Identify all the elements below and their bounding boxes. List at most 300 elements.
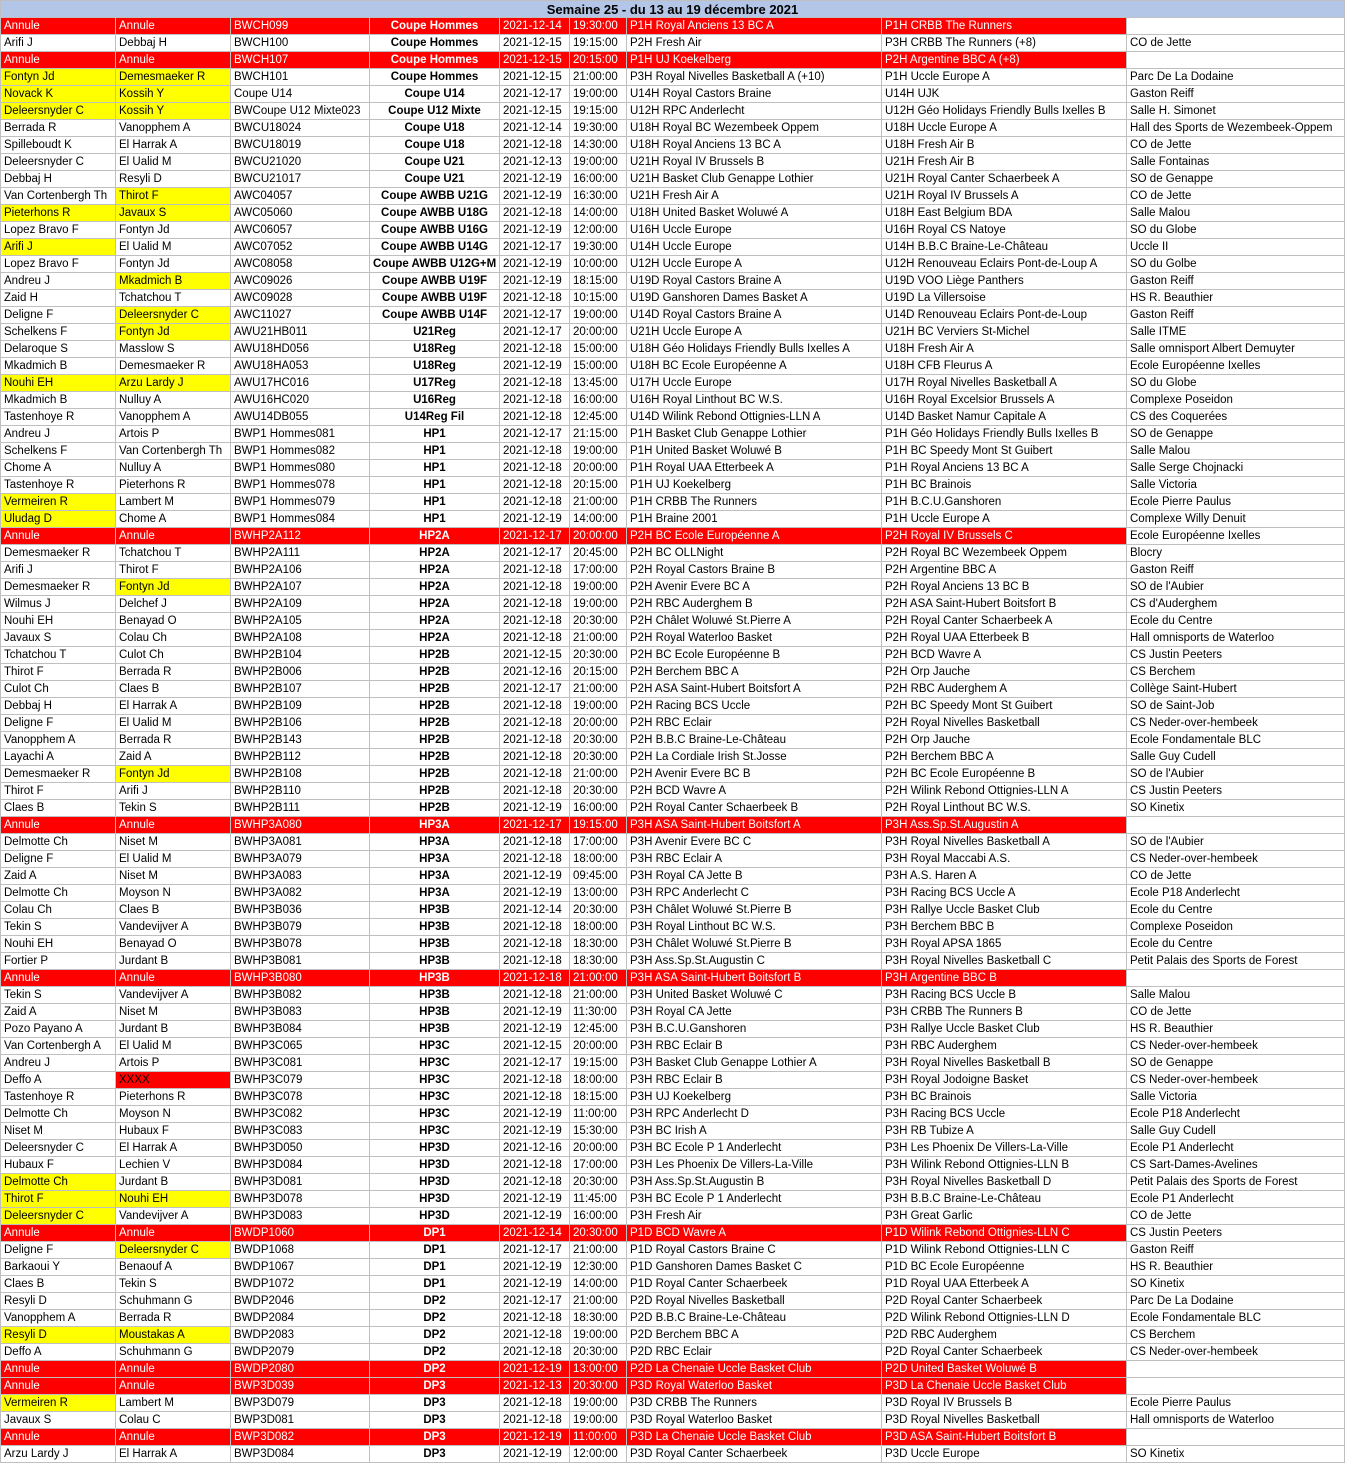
match-date-cell: 2021-12-17 (500, 528, 570, 545)
match-date-cell: 2021-12-18 (500, 766, 570, 783)
referee-2-cell: Hubaux F (116, 1123, 231, 1140)
competition-cell: Coupe Hommes (370, 69, 500, 86)
match-code-cell: BWHP3C083 (231, 1123, 370, 1140)
match-time-cell: 12:30:00 (570, 1259, 627, 1276)
competition-cell: HP3C (370, 1089, 500, 1106)
competition-cell: HP3B (370, 953, 500, 970)
match-code-cell: BWP3D084 (231, 1446, 370, 1463)
referee-1-cell: Thirot F (1, 783, 116, 800)
home-team-cell: P1D Royal Canter Schaerbeek (627, 1276, 882, 1293)
referee-1-cell: Niset M (1, 1123, 116, 1140)
match-date-cell: 2021-12-17 (500, 426, 570, 443)
competition-cell: Coupe U18 (370, 137, 500, 154)
home-team-cell: P3D Royal Waterloo Basket (627, 1412, 882, 1429)
referee-2-cell: XXXX (116, 1072, 231, 1089)
match-code-cell: BWHP2B112 (231, 749, 370, 766)
match-code-cell: AWC06057 (231, 222, 370, 239)
competition-cell: Coupe U14 (370, 86, 500, 103)
match-time-cell: 21:00:00 (570, 681, 627, 698)
referee-1-cell: Deligne F (1, 307, 116, 324)
venue-cell: SO Kinetix (1127, 1446, 1345, 1463)
home-team-cell: P1H CRBB The Runners (627, 494, 882, 511)
table-row (1, 1259, 1345, 1276)
match-date-cell: 2021-12-18 (500, 936, 570, 953)
competition-cell: DP3 (370, 1429, 500, 1446)
referee-2-cell: Culot Ch (116, 647, 231, 664)
venue-cell: CO de Jette (1127, 35, 1345, 52)
venue-cell: Salle Malou (1127, 987, 1345, 1004)
match-time-cell: 19:15:00 (570, 1055, 627, 1072)
venue-cell: CS des Coquerées (1127, 409, 1345, 426)
match-date-cell: 2021-12-18 (500, 409, 570, 426)
table-row (1, 1310, 1345, 1327)
competition-cell: HP1 (370, 460, 500, 477)
match-code-cell: BWHP2B109 (231, 698, 370, 715)
away-team-cell: P3D Royal IV Brussels B (882, 1395, 1127, 1412)
home-team-cell: P3D Royal Canter Schaerbeek (627, 1446, 882, 1463)
referee-1-cell: Andreu J (1, 1055, 116, 1072)
away-team-cell: P3D Uccle Europe (882, 1446, 1127, 1463)
away-team-cell: U14H UJK (882, 86, 1127, 103)
referee-1-cell: Vanopphem A (1, 732, 116, 749)
match-code-cell: BWHP3B084 (231, 1021, 370, 1038)
match-date-cell: 2021-12-18 (500, 341, 570, 358)
competition-cell: Coupe Hommes (370, 18, 500, 35)
away-team-cell: P2D Wilink Rebond Ottignies-LLN D (882, 1310, 1127, 1327)
table-row (1, 1225, 1345, 1242)
referee-1-cell: Uludag D (1, 511, 116, 528)
match-code-cell: BWCH099 (231, 18, 370, 35)
competition-cell: HP2B (370, 800, 500, 817)
table-row (1, 1157, 1345, 1174)
home-team-cell: U14H Uccle Europe (627, 239, 882, 256)
venue-cell: SO de Saint-Job (1127, 698, 1345, 715)
competition-cell: HP1 (370, 477, 500, 494)
match-date-cell: 2021-12-17 (500, 239, 570, 256)
home-team-cell: P3H Fresh Air (627, 1208, 882, 1225)
match-date-cell: 2021-12-19 (500, 1446, 570, 1463)
away-team-cell: P3H A.S. Haren A (882, 868, 1127, 885)
match-date-cell: 2021-12-19 (500, 1123, 570, 1140)
table-row (1, 664, 1345, 681)
match-date-cell: 2021-12-19 (500, 358, 570, 375)
away-team-cell: P2H Royal Linthout BC W.S. (882, 800, 1127, 817)
table-row (1, 698, 1345, 715)
table-row (1, 1174, 1345, 1191)
match-code-cell: BWHP3A079 (231, 851, 370, 868)
match-code-cell: BWP1 Hommes084 (231, 511, 370, 528)
home-team-cell: P3H RPC Anderlecht C (627, 885, 882, 902)
table-row (1, 800, 1345, 817)
referee-1-cell: Deffo A (1, 1344, 116, 1361)
referee-2-cell: Jurdant B (116, 953, 231, 970)
home-team-cell: P2H Racing BCS Uccle (627, 698, 882, 715)
table-row (1, 936, 1345, 953)
table-row (1, 919, 1345, 936)
match-time-cell: 11:45:00 (570, 1191, 627, 1208)
venue-cell: CS Neder-over-hembeek (1127, 1038, 1345, 1055)
match-time-cell: 20:30:00 (570, 902, 627, 919)
referee-1-cell: Spilleboudt K (1, 137, 116, 154)
home-team-cell: U17H Uccle Europe (627, 375, 882, 392)
match-date-cell: 2021-12-18 (500, 1174, 570, 1191)
referee-1-cell: Berrada R (1, 120, 116, 137)
referee-2-cell: Thirot F (116, 188, 231, 205)
competition-cell: HP3A (370, 817, 500, 834)
match-time-cell: 16:30:00 (570, 188, 627, 205)
venue-cell: Collège Saint-Hubert (1127, 681, 1345, 698)
competition-cell: HP3C (370, 1072, 500, 1089)
match-code-cell: AWC08058 (231, 256, 370, 273)
match-code-cell: BWDP1067 (231, 1259, 370, 1276)
match-code-cell: AWU18HA053 (231, 358, 370, 375)
competition-cell: DP1 (370, 1259, 500, 1276)
table-row (1, 1021, 1345, 1038)
referee-1-cell: Andreu J (1, 273, 116, 290)
match-code-cell: BWHP2B006 (231, 664, 370, 681)
referee-2-cell: Vandevijver A (116, 987, 231, 1004)
venue-cell: Salle omnisport Albert Demuyter (1127, 341, 1345, 358)
venue-cell: Parc De La Dodaine (1127, 69, 1345, 86)
referee-2-cell: Arzu Lardy J (116, 375, 231, 392)
venue-cell: CS Justin Peeters (1127, 1225, 1345, 1242)
table-row (1, 528, 1345, 545)
home-team-cell: P2H Avenir Evere BC A (627, 579, 882, 596)
match-time-cell: 19:00:00 (570, 443, 627, 460)
match-code-cell: BWHP3D078 (231, 1191, 370, 1208)
referee-1-cell: Fortier P (1, 953, 116, 970)
match-code-cell: BWDP2084 (231, 1310, 370, 1327)
referee-2-cell: Fontyn Jd (116, 324, 231, 341)
match-code-cell: BWHP2A111 (231, 545, 370, 562)
away-team-cell: P2H RBC Auderghem A (882, 681, 1127, 698)
away-team-cell: U19D VOO Liège Panthers (882, 273, 1127, 290)
match-date-cell: 2021-12-18 (500, 630, 570, 647)
referee-1-cell: Mkadmich B (1, 392, 116, 409)
match-code-cell: BWHP2B108 (231, 766, 370, 783)
referee-1-cell: Fontyn Jd (1, 69, 116, 86)
competition-cell: DP2 (370, 1310, 500, 1327)
away-team-cell: P1H B.C.U.Ganshoren (882, 494, 1127, 511)
match-date-cell: 2021-12-18 (500, 919, 570, 936)
venue-cell: SO de l'Aubier (1127, 834, 1345, 851)
away-team-cell: P2H Berchem BBC A (882, 749, 1127, 766)
venue-cell: Petit Palais des Sports de Forest (1127, 953, 1345, 970)
home-team-cell: U19D Royal Castors Braine A (627, 273, 882, 290)
away-team-cell: P2H Royal Canter Schaerbeek A (882, 613, 1127, 630)
venue-cell: CS Neder-over-hembeek (1127, 1072, 1345, 1089)
venue-cell: Hall des Sports de Wezembeek-Oppem (1127, 120, 1345, 137)
venue-cell: Ecole P1 Anderlecht (1127, 1140, 1345, 1157)
venue-cell: Ecole Pierre Paulus (1127, 494, 1345, 511)
referee-2-cell: Arifi J (116, 783, 231, 800)
away-team-cell: U17H Royal Nivelles Basketball A (882, 375, 1127, 392)
competition-cell: Coupe Hommes (370, 35, 500, 52)
match-date-cell: 2021-12-19 (500, 273, 570, 290)
home-team-cell: P3H Royal CA Jette (627, 1004, 882, 1021)
referee-2-cell: Schuhmann G (116, 1344, 231, 1361)
table-row (1, 562, 1345, 579)
match-time-cell: 18:00:00 (570, 1072, 627, 1089)
table-row (1, 817, 1345, 834)
match-code-cell: BWHP2B106 (231, 715, 370, 732)
match-time-cell: 16:00:00 (570, 1208, 627, 1225)
referee-1-cell: Annule (1, 52, 116, 69)
match-code-cell: BWP3D081 (231, 1412, 370, 1429)
home-team-cell: P3H ASA Saint-Hubert Boitsfort A (627, 817, 882, 834)
table-row (1, 902, 1345, 919)
venue-cell: Ecole du Centre (1127, 613, 1345, 630)
match-time-cell: 21:00:00 (570, 630, 627, 647)
match-date-cell: 2021-12-18 (500, 1157, 570, 1174)
home-team-cell: P2H Châlet Woluwé St.Pierre A (627, 613, 882, 630)
referee-1-cell: Arifi J (1, 35, 116, 52)
away-team-cell: U21H Fresh Air B (882, 154, 1127, 171)
competition-cell: HP3A (370, 885, 500, 902)
competition-cell: HP2A (370, 630, 500, 647)
match-time-cell: 19:30:00 (570, 120, 627, 137)
competition-cell: U18Reg (370, 341, 500, 358)
referee-1-cell: Javaux S (1, 1412, 116, 1429)
match-code-cell: BWHP3B083 (231, 1004, 370, 1021)
venue-cell: CO de Jette (1127, 137, 1345, 154)
match-date-cell: 2021-12-15 (500, 1038, 570, 1055)
table-row (1, 1072, 1345, 1089)
referee-2-cell: Masslow S (116, 341, 231, 358)
venue-cell: HS R. Beauthier (1127, 1021, 1345, 1038)
referee-1-cell: Javaux S (1, 630, 116, 647)
table-row (1, 171, 1345, 188)
match-code-cell: BWHP2B111 (231, 800, 370, 817)
away-team-cell: P1H Royal Anciens 13 BC A (882, 460, 1127, 477)
referee-2-cell: Nouhi EH (116, 1191, 231, 1208)
referee-2-cell: El Harrak A (116, 1140, 231, 1157)
match-date-cell: 2021-12-18 (500, 783, 570, 800)
referee-1-cell: Culot Ch (1, 681, 116, 698)
competition-cell: HP3B (370, 1004, 500, 1021)
competition-cell: HP2B (370, 647, 500, 664)
away-team-cell: P3D ASA Saint-Hubert Boitsfort B (882, 1429, 1127, 1446)
home-team-cell: P1H Basket Club Genappe Lothier (627, 426, 882, 443)
referee-1-cell: Vanopphem A (1, 1310, 116, 1327)
match-time-cell: 20:00:00 (570, 715, 627, 732)
referee-2-cell: Claes B (116, 902, 231, 919)
table-row (1, 545, 1345, 562)
competition-cell: HP2A (370, 562, 500, 579)
away-team-cell: P3D Royal Nivelles Basketball (882, 1412, 1127, 1429)
referee-2-cell: Annule (116, 817, 231, 834)
referee-2-cell: Resyli D (116, 171, 231, 188)
venue-cell: Ecole Fondamentale BLC (1127, 732, 1345, 749)
competition-cell: Coupe U21 (370, 154, 500, 171)
home-team-cell: P3H Ass.Sp.St.Augustin B (627, 1174, 882, 1191)
match-date-cell: 2021-12-18 (500, 1327, 570, 1344)
match-date-cell: 2021-12-18 (500, 834, 570, 851)
referee-1-cell: Annule (1, 1429, 116, 1446)
table-row (1, 987, 1345, 1004)
match-time-cell: 21:00:00 (570, 1293, 627, 1310)
referee-1-cell: Debbaj H (1, 171, 116, 188)
table-row (1, 256, 1345, 273)
referee-1-cell: Zaid H (1, 290, 116, 307)
referee-1-cell: Tekin S (1, 919, 116, 936)
table-row (1, 715, 1345, 732)
match-code-cell: BWHP2B143 (231, 732, 370, 749)
table-row (1, 1446, 1345, 1463)
match-date-cell: 2021-12-19 (500, 222, 570, 239)
match-time-cell: 16:00:00 (570, 800, 627, 817)
match-time-cell: 11:00:00 (570, 1429, 627, 1446)
away-team-cell: U16H Royal Excelsior Brussels A (882, 392, 1127, 409)
venue-cell: Salle Guy Cudell (1127, 1123, 1345, 1140)
away-team-cell: P1H BC Brainois (882, 477, 1127, 494)
referee-2-cell: Debbaj H (116, 35, 231, 52)
match-code-cell: BWHP3D083 (231, 1208, 370, 1225)
table-row (1, 1089, 1345, 1106)
home-team-cell: P2H Royal Castors Braine B (627, 562, 882, 579)
match-time-cell: 12:00:00 (570, 222, 627, 239)
venue-cell: HS R. Beauthier (1127, 1259, 1345, 1276)
home-team-cell: P1D Royal Castors Braine C (627, 1242, 882, 1259)
match-date-cell: 2021-12-17 (500, 545, 570, 562)
match-code-cell: BWHP3A083 (231, 868, 370, 885)
match-date-cell: 2021-12-19 (500, 256, 570, 273)
away-team-cell: P1H Géo Holidays Friendly Bulls Ixelles B (882, 426, 1127, 443)
referee-2-cell: Deleersnyder C (116, 307, 231, 324)
match-time-cell: 13:00:00 (570, 885, 627, 902)
referee-1-cell: Schelkens F (1, 443, 116, 460)
competition-cell: HP3D (370, 1157, 500, 1174)
venue-cell: SO de Genappe (1127, 1055, 1345, 1072)
referee-2-cell: Tchatchou T (116, 290, 231, 307)
competition-cell: Coupe U21 (370, 171, 500, 188)
referee-1-cell: Thirot F (1, 1191, 116, 1208)
venue-cell: Gaston Reiff (1127, 1242, 1345, 1259)
referee-2-cell: Lechien V (116, 1157, 231, 1174)
competition-cell: U16Reg (370, 392, 500, 409)
match-code-cell: BWHP3C079 (231, 1072, 370, 1089)
table-row (1, 885, 1345, 902)
match-date-cell: 2021-12-19 (500, 1004, 570, 1021)
venue-cell: Ecole du Centre (1127, 936, 1345, 953)
referee-2-cell: Vandevijver A (116, 919, 231, 936)
home-team-cell: U14D Wilink Rebond Ottignies-LLN A (627, 409, 882, 426)
referee-2-cell: Annule (116, 1378, 231, 1395)
match-time-cell: 21:00:00 (570, 1242, 627, 1259)
away-team-cell: P1H Uccle Europe A (882, 511, 1127, 528)
table-row (1, 1055, 1345, 1072)
referee-2-cell: El Harrak A (116, 698, 231, 715)
venue-cell: CS Justin Peeters (1127, 647, 1345, 664)
referee-2-cell: Colau Ch (116, 630, 231, 647)
match-date-cell: 2021-12-14 (500, 18, 570, 35)
referee-2-cell: Claes B (116, 681, 231, 698)
competition-cell: Coupe AWBB U18G (370, 205, 500, 222)
match-date-cell: 2021-12-17 (500, 307, 570, 324)
match-time-cell: 11:30:00 (570, 1004, 627, 1021)
venue-cell: Salle Serge Chojnacki (1127, 460, 1345, 477)
venue-cell: Complexe Willy Denuit (1127, 511, 1345, 528)
match-time-cell: 15:00:00 (570, 341, 627, 358)
home-team-cell: P3H RBC Eclair A (627, 851, 882, 868)
referee-2-cell: El Ualid M (116, 239, 231, 256)
referee-1-cell: Nouhi EH (1, 613, 116, 630)
table-row (1, 749, 1345, 766)
competition-cell: HP3B (370, 919, 500, 936)
venue-cell: Gaston Reiff (1127, 86, 1345, 103)
referee-2-cell: Colau C (116, 1412, 231, 1429)
venue-cell: Uccle II (1127, 239, 1345, 256)
match-date-cell: 2021-12-14 (500, 1225, 570, 1242)
away-team-cell: P3H Royal Maccabi A.S. (882, 851, 1127, 868)
match-time-cell: 19:30:00 (570, 18, 627, 35)
match-time-cell: 19:15:00 (570, 35, 627, 52)
referee-1-cell: Annule (1, 1378, 116, 1395)
competition-cell: U17Reg (370, 375, 500, 392)
away-team-cell: U12H Renouveau Eclairs Pont-de-Loup A (882, 256, 1127, 273)
match-date-cell: 2021-12-18 (500, 1089, 570, 1106)
referee-2-cell: Thirot F (116, 562, 231, 579)
match-time-cell: 20:30:00 (570, 647, 627, 664)
match-date-cell: 2021-12-17 (500, 681, 570, 698)
away-team-cell: P2H Argentine BBC A (+8) (882, 52, 1127, 69)
match-date-cell: 2021-12-15 (500, 69, 570, 86)
competition-cell: HP3B (370, 987, 500, 1004)
referee-1-cell: Debbaj H (1, 698, 116, 715)
away-team-cell: P3H Royal Nivelles Basketball A (882, 834, 1127, 851)
match-date-cell: 2021-12-19 (500, 188, 570, 205)
referee-1-cell: Delmotte Ch (1, 1106, 116, 1123)
referee-1-cell: Deffo A (1, 1072, 116, 1089)
match-time-cell: 20:00:00 (570, 1140, 627, 1157)
competition-cell: Coupe Hommes (370, 52, 500, 69)
table-row (1, 494, 1345, 511)
home-team-cell: U18H Royal Anciens 13 BC A (627, 137, 882, 154)
referee-1-cell: Claes B (1, 800, 116, 817)
match-date-cell: 2021-12-19 (500, 1191, 570, 1208)
away-team-cell: U21H BC Verviers St-Michel (882, 324, 1127, 341)
referee-2-cell: Artois P (116, 1055, 231, 1072)
match-code-cell: BWHP3A082 (231, 885, 370, 902)
referee-1-cell: Tekin S (1, 987, 116, 1004)
referee-1-cell: Demesmaeker R (1, 579, 116, 596)
table-row (1, 851, 1345, 868)
venue-cell: SO de l'Aubier (1127, 766, 1345, 783)
venue-cell: Salle ITME (1127, 324, 1345, 341)
away-team-cell: P2H Royal BC Wezembeek Oppem (882, 545, 1127, 562)
match-time-cell: 18:00:00 (570, 851, 627, 868)
match-code-cell: BWCU21017 (231, 171, 370, 188)
referee-2-cell: Niset M (116, 834, 231, 851)
table-row (1, 324, 1345, 341)
match-date-cell: 2021-12-18 (500, 596, 570, 613)
match-rows (1, 18, 1345, 1463)
venue-cell: Petit Palais des Sports de Forest (1127, 1174, 1345, 1191)
home-team-cell: P3H Ass.Sp.St.Augustin C (627, 953, 882, 970)
referee-1-cell: Tchatchou T (1, 647, 116, 664)
match-date-cell: 2021-12-19 (500, 885, 570, 902)
away-team-cell: U14D Renouveau Eclairs Pont-de-Loup (882, 307, 1127, 324)
referee-2-cell: Annule (116, 1361, 231, 1378)
away-team-cell: P3H Royal Jodoigne Basket (882, 1072, 1127, 1089)
match-date-cell: 2021-12-19 (500, 511, 570, 528)
table-row (1, 409, 1345, 426)
venue-cell: Hall omnisports de Waterloo (1127, 1412, 1345, 1429)
venue-cell: Gaston Reiff (1127, 273, 1345, 290)
home-team-cell: U16H Uccle Europe (627, 222, 882, 239)
referee-2-cell: Demesmaeker R (116, 69, 231, 86)
table-row (1, 18, 1345, 35)
